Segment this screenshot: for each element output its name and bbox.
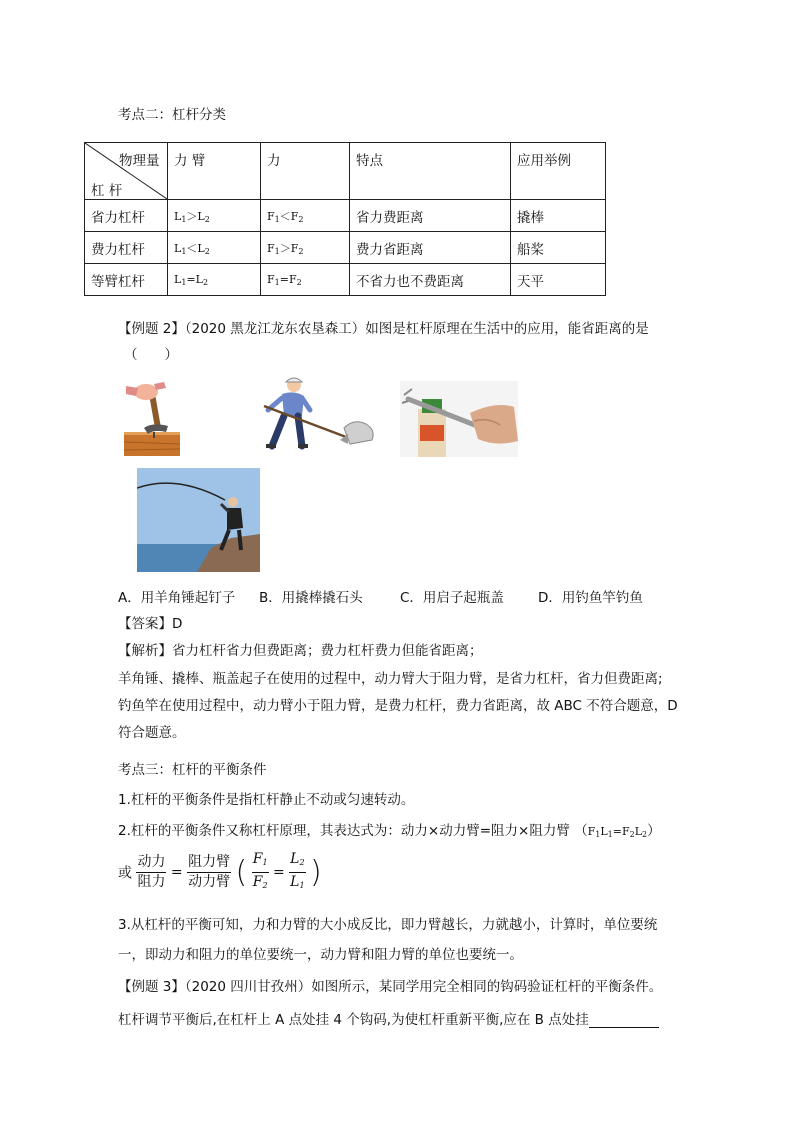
row-arm: $L_1<L_2$ (168, 232, 261, 264)
fraction-l: $\frac{L_2}{L_1}$ (290, 851, 305, 890)
corner-top-label: 物理量 (119, 153, 160, 169)
lever-classification-table (84, 142, 606, 296)
row-force: $F_1>F_2$ (261, 232, 350, 264)
option-b: B．用撬棒撬石头 (259, 590, 363, 606)
fraction-arm: $\frac{\text{阻力臂}}{\text{动力臂}}$ (188, 854, 231, 890)
row-name: 费力杠杆 (85, 232, 168, 264)
section2-title: 考点二：杠杆分类 (118, 107, 226, 123)
section3-p3-line1: 3.从杠杆的平衡可知，力和力臂的大小成反比，即力臂越长，力就越小，计算时，单位要统 (118, 917, 658, 933)
header-force: 力 (261, 143, 350, 200)
row-name: 省力杠杆 (85, 200, 168, 232)
analysis-line2: 羊角锤、撬棒、瓶盖起子在使用的过程中，动力臂大于阻力臂，是省力杠杆，省力但费距离; (118, 671, 663, 687)
analysis-line3: 钓鱼竿在使用过程中，动力臂小于阻力臂，是费力杠杆，费力省距离，故 ABC 不符合题意，D (118, 698, 678, 714)
example2-line1: 【例题 2】（2020 黑龙江龙东农垦森工）如图是杠杆原理在生活中的应用，能省距离的是 (118, 321, 649, 337)
row-force: $F_1=F_2$ (261, 264, 350, 296)
row-example: 撬棒 (511, 200, 606, 232)
fraction-force: $\frac{\text{动力}}{\text{阻力}}$ (137, 854, 166, 890)
analysis-line1: 【解析】省力杠杆省力但费距离；费力杠杆费力但能省距离； (118, 643, 483, 659)
table-row (85, 200, 606, 232)
header-feature: 特点 (350, 143, 511, 200)
fisherman-with-rod-image (137, 468, 260, 572)
section3-p1: 1.杠杆的平衡条件是指杠杆静止不动或匀速转动。 (118, 792, 415, 808)
table-row (85, 264, 606, 296)
row-feature: 费力省距离 (350, 232, 511, 264)
table-corner-cell (85, 143, 168, 200)
corner-bottom-label: 杠 杆 (91, 183, 123, 199)
example3-line2: 杠杆调节平衡后,在杠杆上 A 点处挂 4 个钩码,为使杠杆重新平衡,应在 B 点处挂 (118, 1008, 659, 1028)
hammer-pulling-nail-image (124, 382, 180, 456)
formula-or: 或 (118, 865, 132, 882)
option-c: C．用启子起瓶盖 (400, 590, 504, 606)
section3-title: 考点三：杠杆的平衡条件 (118, 762, 267, 778)
header-arm: 力 臂 (168, 143, 261, 200)
row-arm: $L_1=L_2$ (168, 264, 261, 296)
worker-prying-rock-image (258, 376, 382, 454)
header-example: 应用举例 (511, 143, 606, 200)
example3-line1: 【例题 3】（2020 四川甘孜州）如图所示，某同学用完全相同的钩码验证杠杆的平衡条件。 (118, 979, 663, 995)
analysis-line4: 符合题意。 (118, 725, 186, 741)
balance-formula: 或 $\frac{\text{动力}}{\text{阻力}}$ = $\frac{\text{阻力臂}}{\text{动力臂}}$ ( $\frac{F_1}{F_2}$ = $\frac{L_2}{L_1}$ ) (118, 850, 322, 895)
answer-blank[interactable] (589, 1013, 659, 1028)
row-feature: 不省力也不费距离 (350, 264, 511, 296)
option-a: A．用羊角锤起钉子 (118, 590, 236, 606)
row-feature: 省力费距离 (350, 200, 511, 232)
example2-line2: （ ） (124, 347, 178, 363)
section3-p2: 2.杠杆的平衡条件又称杠杆原理，其表达式为：动力×动力臂=阻力×阻力臂 $(F_1L_1=F_2L_2)$ (118, 823, 661, 839)
row-force: $F_1<F_2$ (261, 200, 350, 232)
section3-p3-line2: 一，即动力和阻力的单位要统一，动力臂和阻力臂的单位也要统一。 (118, 947, 523, 963)
answer: 【答案】D (118, 616, 183, 632)
table-header-row (85, 143, 606, 200)
table-row (85, 232, 606, 264)
row-example: 天平 (511, 264, 606, 296)
fraction-f: $\frac{F_1}{F_2}$ (252, 851, 268, 890)
row-example: 船桨 (511, 232, 606, 264)
option-d: D．用钓鱼竿钓鱼 (538, 590, 643, 606)
row-arm: $L_1>L_2$ (168, 200, 261, 232)
row-name: 等臂杠杆 (85, 264, 168, 296)
bottle-opener-image (400, 381, 518, 457)
